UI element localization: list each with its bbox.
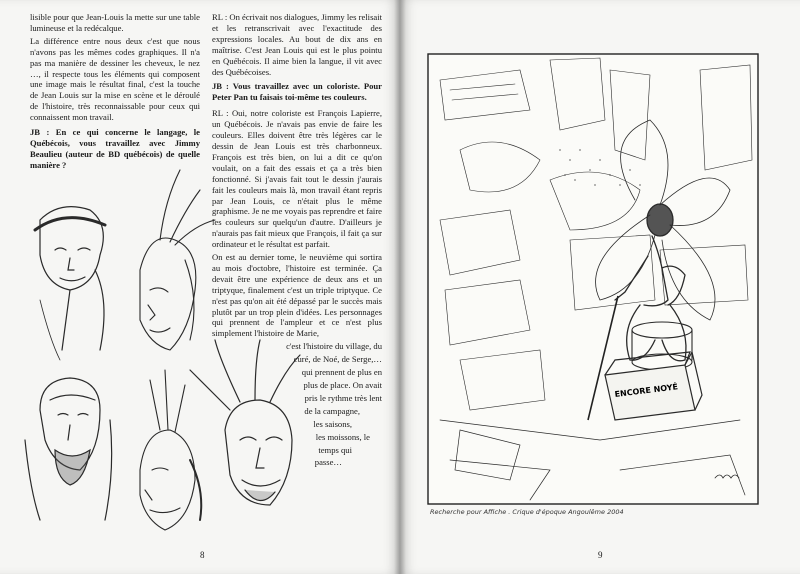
text-line: qui prennent de plus en — [301, 367, 382, 378]
text-line: les moissons, le — [315, 431, 370, 442]
paragraph: lisible pour que Jean-Louis la mette sur une table lumineuse et la redécalque. — [30, 12, 200, 33]
text-line: les saisons, — [313, 418, 352, 429]
text-line: temps qui — [318, 444, 352, 455]
gutter — [394, 0, 406, 574]
paragraph: La différence entre nous deux c'est que nous n'avons pas les mêmes codes graphiques. Il n'a pas ma manière de dessiner les cheveux, le nez …, il respecte tous les éléments qui composent une image mais le résultat final, c'est la touche de Jean Louis sur la mise en scène et le déroulé de l'histoire, très reconnaissable pour ceux qui connaissent mon travail. — [30, 35, 200, 123]
right-page — [400, 0, 800, 574]
interview-question: JB : En ce qui concerne le langage, le Québécois, vous travaillez avec Jimmy Beaulieu (auteur de BD québécois) de quelle manière ? — [30, 127, 200, 170]
text-line: c'est l'histoire du village, du — [286, 341, 382, 352]
interview-question: JB : Vous travaillez avec un coloriste. Pour Peter Pan tu faisais toi-même tes couleurs. — [212, 81, 382, 103]
sketch-caption: Recherche pour Affiche . Crique d'époque Angoulême 2004 — [430, 508, 624, 516]
fairy-poster-sketch — [400, 0, 800, 574]
text-line: passe… — [314, 457, 342, 468]
text-line: pris le rythme très lent — [304, 392, 382, 403]
paragraph: RL : On écrivait nos dialogues, Jimmy les relisait et les retranscrivait avec l'exactitude des expressions locales. Au bout de dix ans en maîtrise. C'est Jean Louis qui est le plus pointu en Québécois. Il aime bien la langue, il vit avec des Québécoises. — [212, 12, 382, 77]
page-number: 9 — [598, 550, 603, 560]
paragraph: RL : Oui, notre coloriste est François Lapierre, un Québécois. Je n'avais pas envie de faire les couleurs. Elles doivent être très légères car le dessin de Jean Louis est très charbonneux. François est très bien, on lui a dit ce qu'on voulait, on a fait des essais et ça a très bien fonctionné. Si j'avais fait tout le dessin j'aurais fait les couleurs mais là, mon travail étant repris par Jean Louis, ce n'était plus le même graphisme. Je ne me voyais pas reprendre et faire les couleurs sur quelqu'un d'autre. D'ailleurs je n'aurais pas fait mieux que François, il fait ça sur ordinateur et le résultat est parfait. — [212, 108, 382, 250]
text-line: plus de place. On avait — [303, 380, 382, 390]
drawing-frame — [428, 54, 758, 504]
page-number: 8 — [200, 550, 205, 560]
text-line: de la campagne, — [304, 405, 360, 416]
crate-label: ENCORE NOYÉ — [614, 382, 679, 399]
text-line: curé, de Noé, de Serge,… — [293, 354, 382, 365]
paragraph: On est au dernier tome, le neuvième qui sortira au mois d'octobre, l'histoire est terminée. Ça devait être une expérience de deux ans et un triptyque, finalement c'est un triple triptyque. Ce n'est pas qu'on ait été dépassé par le succès mais plutôt par un trop plein d'idées. Les personnages qui prennent de l'ampleur et ce n'est plus simplement l'histoire de Marie, — [212, 252, 382, 339]
